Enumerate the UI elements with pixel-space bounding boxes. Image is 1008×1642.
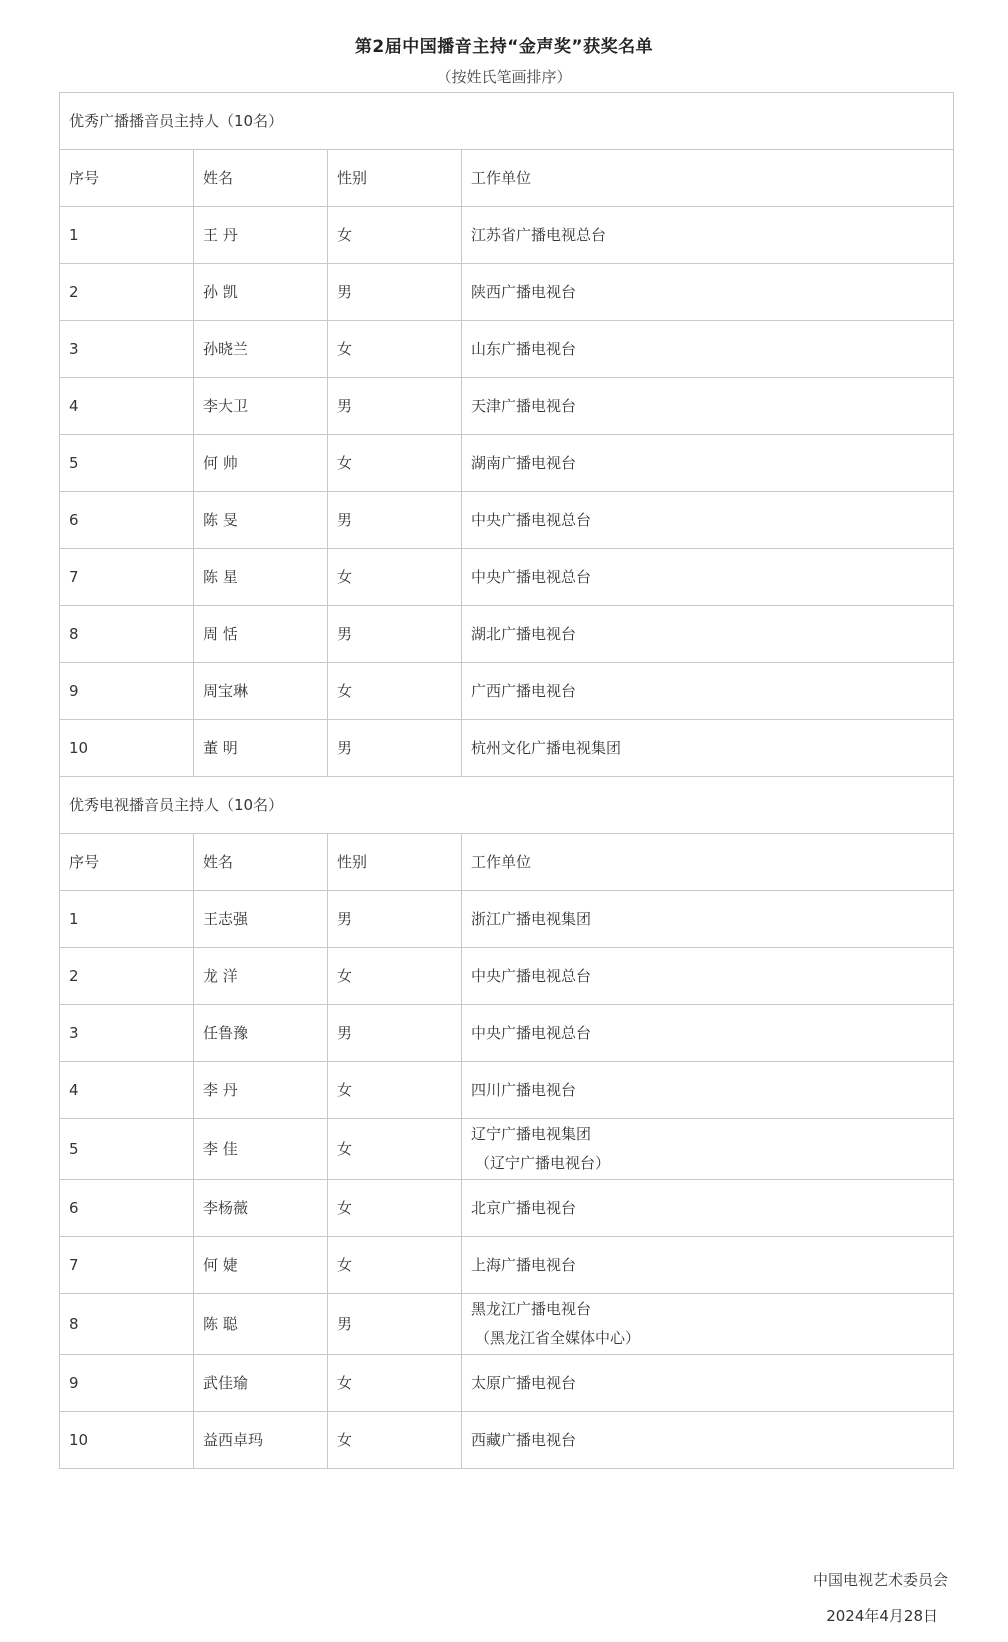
column-header: 工作单位 xyxy=(462,150,954,207)
gender-cell: 女 xyxy=(328,948,462,1005)
organization-cell xyxy=(462,720,954,777)
table-row xyxy=(60,1412,954,1469)
organization-cell xyxy=(462,891,954,948)
column-header-row xyxy=(60,150,954,207)
person-name: 陈 旻 xyxy=(194,492,328,549)
person-name: 陈 星 xyxy=(194,549,328,606)
organization-line: 浙江广播电视集团 xyxy=(471,909,592,928)
person-name: 董 明 xyxy=(194,720,328,777)
organization-line: 北京广播电视台 xyxy=(471,1198,577,1217)
person-name: 何 婕 xyxy=(194,1237,328,1294)
organization-cell xyxy=(462,492,954,549)
table-row xyxy=(60,378,954,435)
organization-cell xyxy=(462,264,954,321)
organization-line: 杭州文化广播电视集团 xyxy=(471,738,622,757)
table-row xyxy=(60,1119,954,1180)
table-row xyxy=(60,663,954,720)
table-row xyxy=(60,1294,954,1355)
organization-line: 中央广播电视总台 xyxy=(471,966,592,985)
column-header: 性别 xyxy=(328,834,462,891)
column-header: 性别 xyxy=(328,150,462,207)
row-number: 9 xyxy=(60,663,194,720)
organization-line: （黑龙江省全媒体中心） xyxy=(475,1329,641,1347)
column-header: 工作单位 xyxy=(462,834,954,891)
section-heading-row xyxy=(60,93,954,150)
table-row xyxy=(60,891,954,948)
organization-cell xyxy=(462,1294,954,1355)
table-row xyxy=(60,321,954,378)
organization-line: 中央广播电视总台 xyxy=(471,1023,592,1042)
organization-line: 上海广播电视台 xyxy=(471,1255,577,1274)
award-list-table xyxy=(59,92,954,1469)
table-row xyxy=(60,1062,954,1119)
person-name: 益西卓玛 xyxy=(194,1412,328,1469)
organization-line: 中央广播电视总台 xyxy=(471,567,592,586)
organization-cell xyxy=(462,663,954,720)
column-header: 序号 xyxy=(60,834,194,891)
organization-cell xyxy=(462,1005,954,1062)
row-number: 1 xyxy=(60,207,194,264)
gender-cell: 男 xyxy=(328,492,462,549)
section-heading: 优秀广播播音员主持人（10名） xyxy=(60,93,954,150)
table-row xyxy=(60,606,954,663)
organization-line: 江苏省广播电视总台 xyxy=(471,225,607,244)
person-name: 孙 凯 xyxy=(194,264,328,321)
table-row xyxy=(60,1237,954,1294)
table-row xyxy=(60,492,954,549)
gender-cell: 女 xyxy=(328,207,462,264)
organization-line: 四川广播电视台 xyxy=(471,1080,577,1099)
table-row xyxy=(60,1005,954,1062)
section-heading: 优秀电视播音员主持人（10名） xyxy=(60,777,954,834)
document-subtitle: （按姓氏笔画排序） xyxy=(436,68,572,86)
table-row xyxy=(60,720,954,777)
organization-cell xyxy=(462,1062,954,1119)
gender-cell: 男 xyxy=(328,720,462,777)
table-row xyxy=(60,207,954,264)
row-number: 10 xyxy=(60,720,194,777)
row-number: 10 xyxy=(60,1412,194,1469)
organization-cell xyxy=(462,378,954,435)
person-name: 陈 聪 xyxy=(194,1294,328,1355)
gender-cell: 男 xyxy=(328,264,462,321)
person-name: 李大卫 xyxy=(194,378,328,435)
person-name: 何 帅 xyxy=(194,435,328,492)
gender-cell: 女 xyxy=(328,1119,462,1180)
signature-block xyxy=(813,1562,948,1634)
organization-cell xyxy=(462,1119,954,1180)
person-name: 任鲁豫 xyxy=(194,1005,328,1062)
gender-cell: 女 xyxy=(328,549,462,606)
person-name: 武佳瑜 xyxy=(194,1355,328,1412)
row-number: 9 xyxy=(60,1355,194,1412)
organization-line: 辽宁广播电视集团 xyxy=(471,1125,592,1143)
column-header: 姓名 xyxy=(194,150,328,207)
gender-cell: 男 xyxy=(328,1294,462,1355)
organization-line: 湖北广播电视台 xyxy=(471,624,577,643)
gender-cell: 女 xyxy=(328,1237,462,1294)
person-name: 龙 洋 xyxy=(194,948,328,1005)
organization-line: （辽宁广播电视台） xyxy=(475,1154,611,1172)
row-number: 5 xyxy=(60,435,194,492)
organization-cell xyxy=(462,948,954,1005)
row-number: 6 xyxy=(60,492,194,549)
row-number: 3 xyxy=(60,321,194,378)
gender-cell: 男 xyxy=(328,1005,462,1062)
organization-line: 陕西广播电视台 xyxy=(471,282,577,301)
column-header: 序号 xyxy=(60,150,194,207)
row-number: 1 xyxy=(60,891,194,948)
row-number: 7 xyxy=(60,1237,194,1294)
gender-cell: 男 xyxy=(328,606,462,663)
table-row xyxy=(60,1180,954,1237)
table-row xyxy=(60,549,954,606)
table-row xyxy=(60,435,954,492)
organization-line: 西藏广播电视台 xyxy=(471,1430,577,1449)
organization-line: 黑龙江广播电视台 xyxy=(471,1300,592,1318)
gender-cell: 女 xyxy=(328,1355,462,1412)
person-name: 王 丹 xyxy=(194,207,328,264)
row-number: 5 xyxy=(60,1119,194,1180)
organization-cell xyxy=(462,549,954,606)
issuer-name: 中国电视艺术委员会 xyxy=(812,1571,948,1589)
person-name: 孙晓兰 xyxy=(194,321,328,378)
row-number: 4 xyxy=(60,378,194,435)
row-number: 7 xyxy=(60,549,194,606)
column-header: 姓名 xyxy=(194,834,328,891)
gender-cell: 女 xyxy=(328,1062,462,1119)
gender-cell: 男 xyxy=(328,378,462,435)
row-number: 3 xyxy=(60,1005,194,1062)
gender-cell: 女 xyxy=(328,435,462,492)
table-row xyxy=(60,264,954,321)
person-name: 李 丹 xyxy=(194,1062,328,1119)
gender-cell: 男 xyxy=(328,891,462,948)
organization-line: 太原广播电视台 xyxy=(471,1373,577,1392)
section-heading-row xyxy=(60,777,954,834)
organization-line: 山东广播电视台 xyxy=(471,339,577,358)
issue-date: 2024年4月28日 xyxy=(826,1607,938,1625)
organization-cell xyxy=(462,435,954,492)
organization-line: 天津广播电视台 xyxy=(471,396,577,415)
row-number: 2 xyxy=(60,264,194,321)
gender-cell: 女 xyxy=(328,663,462,720)
person-name: 周宝琳 xyxy=(194,663,328,720)
organization-cell xyxy=(462,321,954,378)
organization-cell xyxy=(462,1412,954,1469)
table-row xyxy=(60,948,954,1005)
organization-cell xyxy=(462,207,954,264)
row-number: 6 xyxy=(60,1180,194,1237)
person-name: 周 恬 xyxy=(194,606,328,663)
table-row xyxy=(60,1355,954,1412)
person-name: 李杨薇 xyxy=(194,1180,328,1237)
organization-line: 广西广播电视台 xyxy=(471,681,577,700)
column-header-row xyxy=(60,834,954,891)
organization-cell xyxy=(462,1237,954,1294)
row-number: 8 xyxy=(60,1294,194,1355)
organization-cell xyxy=(462,1180,954,1237)
organization-line: 中央广播电视总台 xyxy=(471,510,592,529)
document-title: 第2届中国播音主持“金声奖”获奖名单 xyxy=(354,37,654,57)
organization-cell xyxy=(462,1355,954,1412)
gender-cell: 女 xyxy=(328,1412,462,1469)
row-number: 4 xyxy=(60,1062,194,1119)
gender-cell: 女 xyxy=(328,1180,462,1237)
person-name: 王志强 xyxy=(194,891,328,948)
row-number: 2 xyxy=(60,948,194,1005)
row-number: 8 xyxy=(60,606,194,663)
organization-line: 湖南广播电视台 xyxy=(471,453,577,472)
gender-cell: 女 xyxy=(328,321,462,378)
organization-cell xyxy=(462,606,954,663)
person-name: 李 佳 xyxy=(194,1119,328,1180)
